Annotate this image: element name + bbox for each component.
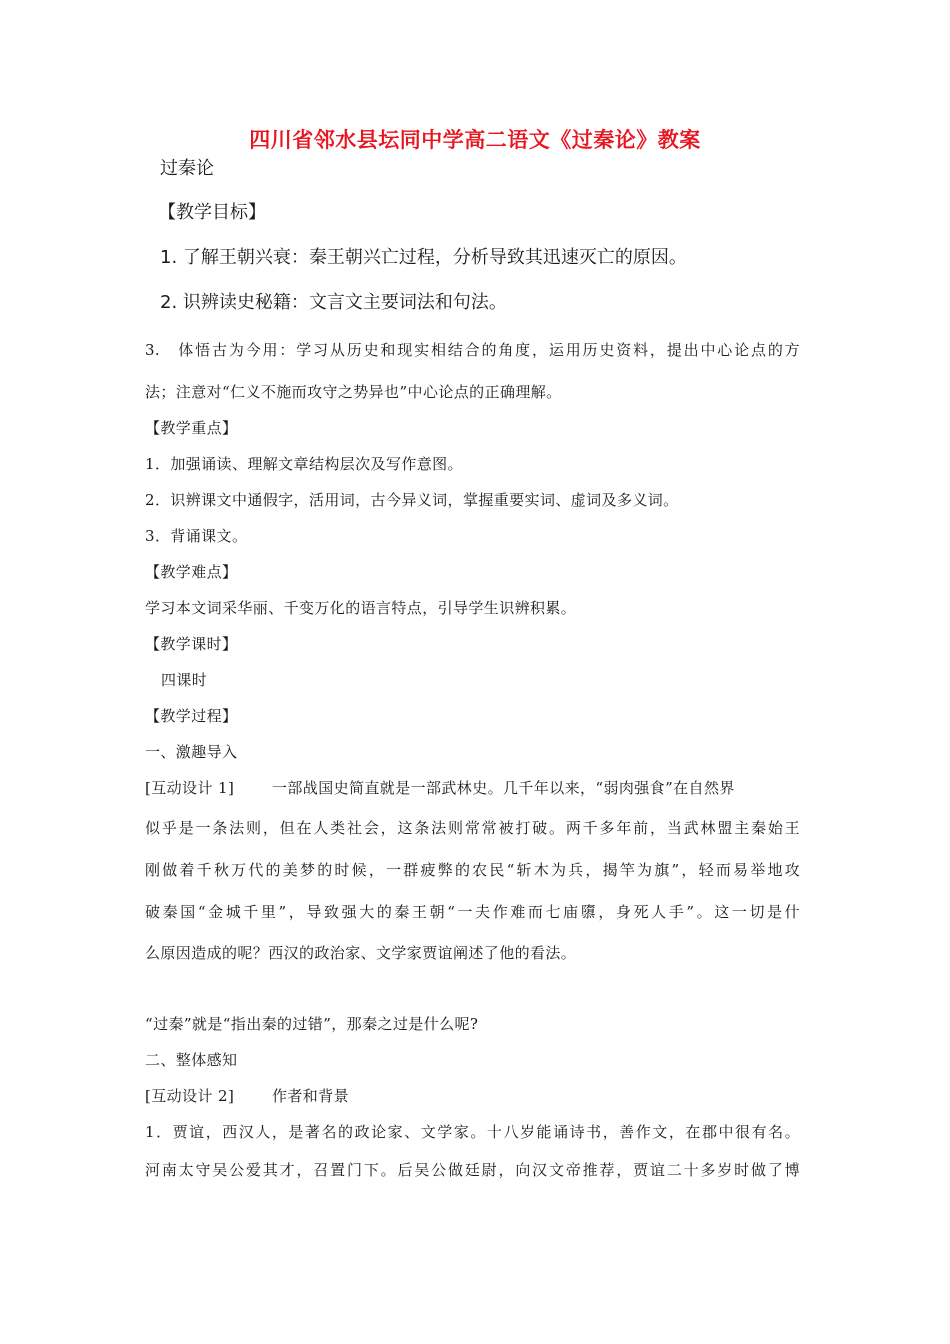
- key-point-3: 3．背诵课文。: [145, 527, 248, 545]
- document-title: 四川省邻水县坛同中学高二语文《过秦论》教案: [249, 128, 701, 152]
- design-2-text: 作者和背景: [272, 1087, 350, 1105]
- design-1-line-5: 么原因造成的呢？西汉的政治家、文学家贾谊阐述了他的看法。: [145, 944, 577, 962]
- process-heading: 【教学过程】: [145, 707, 238, 725]
- design-1-line-2: 似乎是一条法则，但在人类社会，这条法则常常被打破。两千多年前，当武林盟主秦始王: [145, 819, 800, 837]
- hours-text: 四课时: [161, 671, 208, 689]
- design-1-label: [互动设计 1]: [145, 779, 235, 797]
- key-points-heading: 【教学重点】: [145, 419, 238, 437]
- goal-item-1: 1. 了解王朝兴衰：秦王朝兴亡过程，分析导致其迅速灭亡的原因。: [160, 247, 687, 268]
- section-2-heading: 二、整体感知: [145, 1051, 238, 1069]
- goals-heading: 【教学目标】: [158, 202, 266, 223]
- lesson-subtitle: 过秦论: [160, 158, 214, 179]
- author-line-1: 1．贾谊，西汉人，是著名的政论家、文学家。十八岁能诵诗书，善作文，在郡中很有名。: [145, 1123, 800, 1141]
- section-1-heading: 一、激趣导入: [145, 743, 238, 761]
- difficulties-heading: 【教学难点】: [145, 563, 238, 581]
- goal-item-2: 2. 识辨读史秘籍：文言文主要词法和句法。: [160, 292, 507, 313]
- design-1-line-3: 刚做着千秋万代的美梦的时候，一群疲弊的农民“斩木为兵，揭竿为旗”，轻而易举地攻: [145, 861, 800, 879]
- guoqin-question: “过秦”就是“指出秦的过错”，那秦之过是什么呢?: [145, 1015, 479, 1033]
- author-line-2: 河南太守吴公爱其才，召置门下。后吴公做廷尉，向汉文帝推荐，贾谊二十多岁时做了博: [145, 1161, 800, 1179]
- design-1-line-4: 破秦国“金城千里”，导致强大的秦王朝“一夫作难而七庙隳，身死人手”。这一切是什: [145, 903, 800, 921]
- goal-item-3-line-1: 3. 体悟古为今用：学习从历史和现实相结合的角度，运用历史资料，提出中心论点的方: [145, 341, 800, 359]
- key-point-1: 1．加强诵读、理解文章结构层次及写作意图。: [145, 455, 463, 473]
- key-point-2: 2．识辨课文中通假字，活用词，古今异义词，掌握重要实词、虚词及多义词。: [145, 491, 679, 509]
- goal-item-3-line-2: 法；注意对“仁义不施而攻守之势异也”中心论点的正确理解。: [145, 383, 562, 401]
- design-1-line-1: 一部战国史简直就是一部武林史。几千年以来，“弱肉强食”在自然界: [272, 779, 735, 797]
- hours-heading: 【教学课时】: [145, 635, 238, 653]
- design-2-label: [互动设计 2]: [145, 1087, 235, 1105]
- difficulties-text: 学习本文词采华丽、千变万化的语言特点，引导学生识辨积累。: [145, 599, 577, 617]
